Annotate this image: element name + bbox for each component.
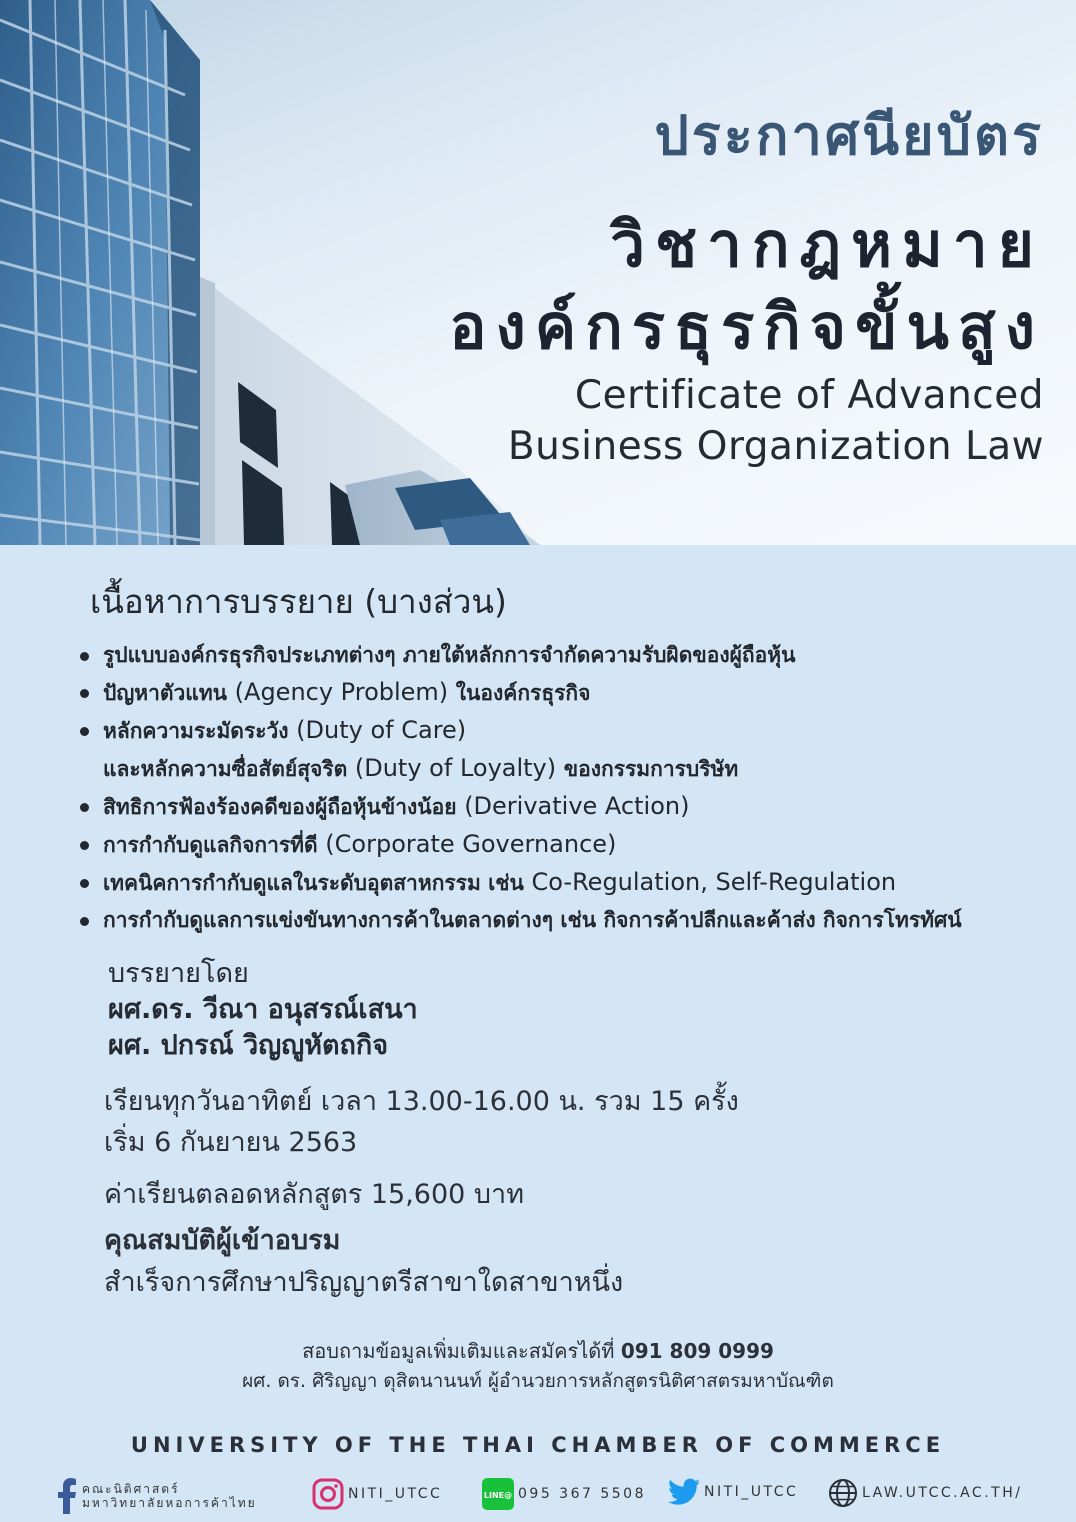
twitter-icon (668, 1478, 700, 1506)
topics-list (78, 637, 1058, 939)
instagram-link[interactable]: NITI_UTCC (312, 1478, 442, 1510)
website-link[interactable]: LAW.UTCC.AC.TH/ (828, 1478, 1022, 1508)
list-item: และหลักความซื่อสัตย์สุจริต (Duty of Loyalty) ของกรรมการบริษัท (103, 754, 739, 782)
social-footer (0, 1474, 1076, 1518)
hero-banner (0, 0, 1076, 545)
contact-director: ผศ. ดร. ศิริญญา ดุสิตนานนท์ ผู้อำนวยการหลักสูตรนิติศาสตรมหาบัณฑิต (242, 1370, 834, 1392)
schedule-start: เริ่ม 6 กันยายน 2563 (104, 1127, 358, 1158)
list-item: เทคนิคการกำกับดูแลในระดับอุตสาหกรรม เช่น Co-Regulation, Self-Regulation (78, 864, 1058, 902)
schedule-time: เรียนทุกวันอาทิตย์ เวลา 13.00-16.00 น. รวม 15 ครั้ง (104, 1086, 739, 1117)
title-subject-thai-line1: วิชากฎหมาย (610, 208, 1044, 281)
lecturer-name: ผศ.ดร. วีณา อนุสรณ์เสนา (108, 994, 418, 1025)
line-link[interactable]: LINE@ 095 367 5508 (482, 1478, 646, 1510)
list-item: สิทธิการฟ้องร้องคดีของผู้ถือหุ้นข้างน้อย (Derivative Action) (78, 788, 1058, 826)
facebook-link[interactable]: คณะนิติศาสตร์ มหาวิทยาลัยหอการค้าไทย (56, 1478, 257, 1514)
title-subject-thai-line2: องค์กรธุรกิจขั้นสูง (449, 290, 1044, 363)
list-item: หลักความระมัดระวัง (Duty of Care) (78, 712, 1058, 750)
list-item: รูปแบบองค์กรธุรกิจประเภทต่างๆ ภายใต้หลักการจำกัดความรับผิดของผู้ถือหุ้น (78, 637, 1058, 674)
facebook-icon (56, 1478, 78, 1514)
lecturer-name: ผศ. ปกรณ์ วิญญูหัตถกิจ (108, 1030, 389, 1061)
instagram-icon (312, 1478, 344, 1510)
university-name: UNIVERSITY OF THE THAI CHAMBER OF COMMERCE (130, 1433, 946, 1457)
list-item: การกำกับดูแลกิจการที่ดี (Corporate Governance) (78, 826, 1058, 864)
contact-phone[interactable]: 091 809 0999 (620, 1339, 774, 1363)
list-item: การกำกับดูแลการแข่งขันทางการค้าในตลาดต่างๆ เช่น กิจการค้าปลีกและค้าส่ง กิจการโทรทัศน์ (78, 902, 1058, 939)
globe-icon (828, 1478, 858, 1508)
list-item: ปัญหาตัวแทน (Agency Problem) ในองค์กรธุรกิจ (78, 674, 1058, 712)
qualification-text: สำเร็จการศึกษาปริญญาตรีสาขาใดสาขาหนึ่ง (104, 1267, 624, 1298)
title-english-line1: Certificate of Advanced (574, 373, 1044, 418)
line-icon (482, 1478, 514, 1510)
topics-heading: เนื้อหาการบรรยาย (บางส่วน) (90, 582, 507, 621)
title-english-line2: Business Organization Law (507, 424, 1044, 469)
twitter-link[interactable]: NITI_UTCC (668, 1478, 798, 1506)
lecturers-label: บรรยายโดย (108, 958, 249, 989)
svg-text:LINE@: LINE@ (483, 1491, 513, 1500)
title-certificate-thai: ประกาศนียบัตร (654, 104, 1044, 167)
contact-line: สอบถามข้อมูลเพิ่มเติมและสมัครได้ที่ 091 809 0999 (302, 1339, 774, 1363)
course-fee: ค่าเรียนตลอดหลักสูตร 15,600 บาท (104, 1179, 525, 1210)
qualification-label: คุณสมบัติผู้เข้าอบรม (104, 1225, 341, 1256)
